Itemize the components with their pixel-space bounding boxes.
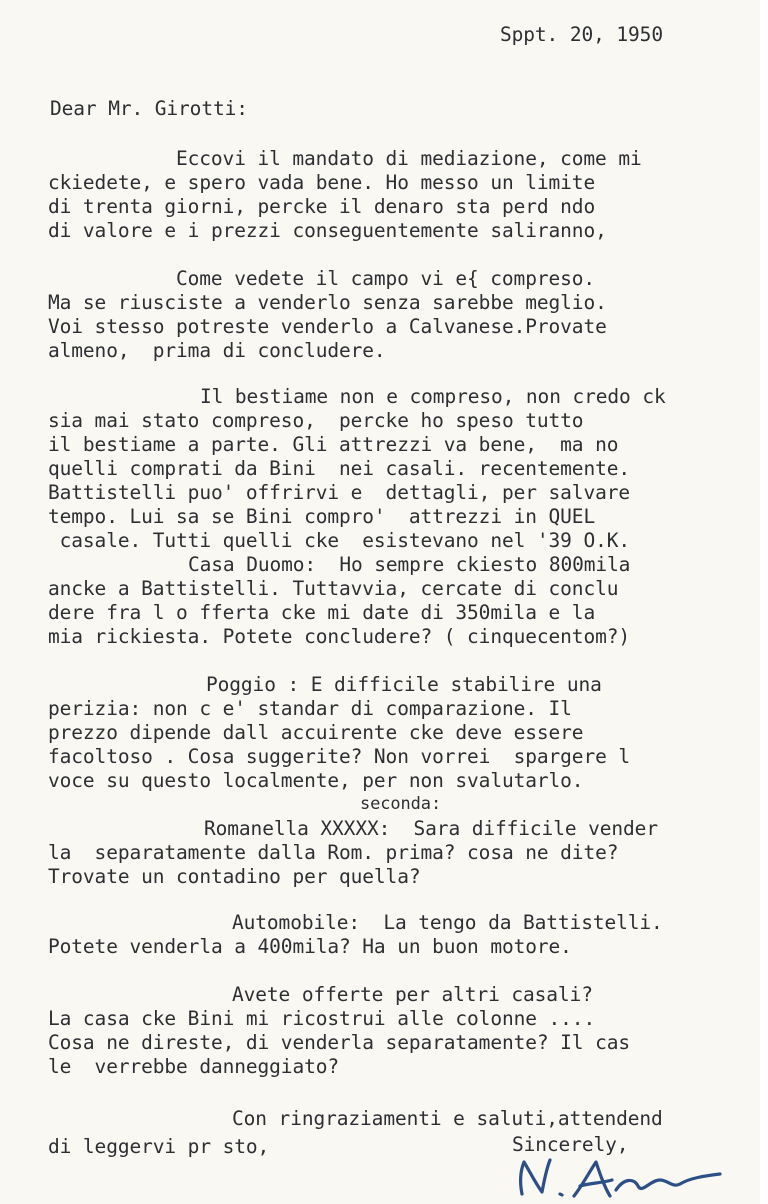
paragraph-4-line-1: Poggio : E difficile stabilire una — [206, 673, 602, 696]
paragraph-1-line-2: ckiedete, e spero vada bene. Ho messo un limite — [48, 171, 596, 194]
closing-line-2: di leggervi pr sto, — [48, 1135, 270, 1158]
paragraph-4-line-5: voce su questo localmente, per non svalutarlo. — [48, 769, 584, 792]
paragraph-2-line-2: Ma se riusciste a venderlo senza sarebbe meglio. — [48, 291, 607, 314]
salutation: Dear Mr. Girotti: — [50, 97, 248, 120]
paragraph-7-line-4: le verrebbe danneggiato? — [48, 1055, 339, 1078]
paragraph-2-line-1: Come vedete il campo vi e{ compreso. — [176, 267, 596, 290]
paragraph-3-line-7: casale. Tutti quelli cke esistevano nel '39 O.K. — [48, 529, 630, 552]
paragraph-6-line-1: Automobile: La tengo da Battistelli. — [232, 911, 663, 934]
paragraph-1-line-3: di trenta giorni, percke il denaro sta perd ndo — [48, 195, 596, 218]
paragraph-5-line-1: Romanella XXXXX: Sara difficile vender — [204, 817, 658, 840]
closing-line-1: Con ringraziamenti e saluti,attendend — [232, 1107, 663, 1130]
paragraph-3-line-11: mia rickiesta. Potete concludere? ( cinquecentom?) — [48, 625, 630, 648]
paragraph-7-line-2: La casa cke Bini mi ricostrui alle colonne .... — [48, 1007, 596, 1030]
paragraph-2-line-4: almeno, prima di concludere. — [48, 339, 386, 362]
paragraph-7-line-1: Avete offerte per altri casali? — [232, 983, 593, 1006]
handwritten-signature — [508, 1150, 738, 1204]
valediction: Sincerely, — [512, 1133, 629, 1156]
paragraph-3-line-2: sia mai stato compreso, percke ho speso tutto — [48, 409, 584, 432]
seconda-note: seconda: — [360, 794, 442, 814]
paragraph-3-line-9: ancke a Battistelli. Tuttavvia, cercate di conclu — [48, 577, 619, 600]
paragraph-4-line-4: facoltoso . Cosa suggerite? Non vorrei spargere l — [48, 745, 630, 768]
paragraph-3-line-6: tempo. Lui sa se Bini compro' attrezzi in QUEL — [48, 505, 596, 528]
paragraph-1-line-1: Eccovi il mandato di mediazione, come mi — [176, 147, 642, 170]
letter-date: Sppt. 20, 1950 — [500, 23, 663, 46]
paragraph-3-line-8: Casa Duomo: Ho sempre ckiesto 800mila — [188, 553, 631, 576]
paragraph-3-line-3: il bestiame a parte. Gli attrezzi va bene, ma no — [48, 433, 619, 456]
paragraph-3-line-1: Il bestiame non e compreso, non credo ck — [200, 385, 666, 408]
paragraph-1-line-4: di valore e i prezzi conseguentemente saliranno, — [48, 219, 607, 242]
paragraph-6-line-2: Potete venderla a 400mila? Ha un buon motore. — [48, 935, 572, 958]
paragraph-4-line-3: prezzo dipende dall accuirente cke deve essere — [48, 721, 584, 744]
paragraph-5-line-3: Trovate un contadino per quella? — [48, 865, 421, 888]
paragraph-7-line-3: Cosa ne direste, di venderla separatamente? Il cas — [48, 1031, 630, 1054]
paragraph-5-line-2: la separatamente dalla Rom. prima? cosa ne dite? — [48, 841, 619, 864]
paragraph-3-line-4: quelli comprati da Bini nei casali. recentemente. — [48, 457, 630, 480]
paragraph-3-line-10: dere fra l o fferta cke mi date di 350mila e la — [48, 601, 596, 624]
paragraph-3-line-5: Battistelli puo' offrirvi e dettagli, per salvare — [48, 481, 630, 504]
paragraph-4-line-2: perizia: non c e' standar di comparazione. Il — [48, 697, 572, 720]
paragraph-2-line-3: Voi stesso potreste venderlo a Calvanese.Provate — [48, 315, 607, 338]
